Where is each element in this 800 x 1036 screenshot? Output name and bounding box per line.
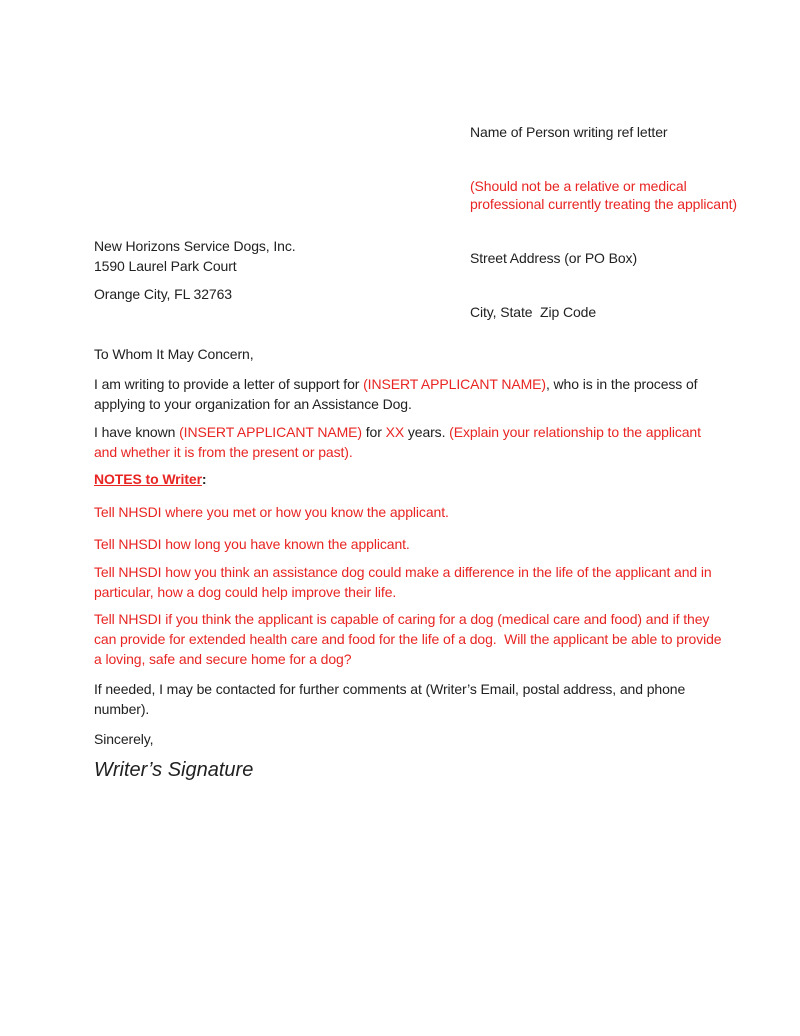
- insert-applicant-name-placeholder: (INSERT APPLICANT NAME): [363, 376, 546, 392]
- notes-heading-label: NOTES to Writer: [94, 471, 202, 487]
- writer-city-line: City, State Zip Code: [470, 304, 597, 320]
- paragraph-known: [94, 422, 722, 462]
- relationship-instruction: (Explain your relationship to the applicant and whether it is from the present or past).: [94, 424, 705, 460]
- note-capable-care: Tell NHSDI if you think the applicant is capable of caring for a dog (medical care and food) and if they can provide for extended health care and food for the life of a dog. Will the applicant be able to provide a loving, safe and secure home for a dog?: [94, 611, 726, 667]
- known-run-3: for: [361, 424, 386, 440]
- salutation: To Whom It May Concern,: [94, 346, 254, 362]
- note-how-long: Tell NHSDI how long you have known the applicant.: [94, 536, 410, 552]
- recipient-street: 1590 Laurel Park Court: [94, 258, 237, 274]
- writer-name-line: Name of Person writing ref letter: [470, 124, 668, 140]
- letter-body: [94, 236, 726, 783]
- writer-signature: Writer’s Signature: [94, 759, 254, 781]
- insert-applicant-name-placeholder: (INSERT APPLICANT NAME): [179, 424, 362, 440]
- support-run-3: , who is in the process of applying to your organization for an Assistance Dog.: [94, 376, 702, 412]
- note-difference: Tell NHSDI how you think an assistance dog could make a difference in the life of the applicant and in particular, how a dog could help improve their life.: [94, 564, 716, 600]
- years-xx-placeholder: XX: [385, 424, 405, 440]
- known-run-5: years.: [404, 424, 450, 440]
- support-run-1: I am writing to provide a letter of support for: [94, 376, 364, 392]
- note-where-met: Tell NHSDI where you met or how you know the applicant.: [94, 504, 449, 520]
- paragraph-contact: If needed, I may be contacted for further comments at (Writer’s Email, postal address, and phone number).: [94, 681, 689, 717]
- notes-heading: [94, 469, 722, 489]
- closing: Sincerely,: [94, 731, 154, 747]
- writer-street-line: Street Address (or PO Box): [470, 250, 638, 266]
- writer-note: (Should not be a relative or medical professional currently treating the applicant): [470, 178, 737, 212]
- notes-heading-colon: :: [201, 471, 207, 487]
- recipient-city: Orange City, FL 32763: [94, 286, 232, 302]
- recipient-name: New Horizons Service Dogs, Inc.: [94, 238, 296, 254]
- paragraph-support: [94, 374, 722, 414]
- known-run-1: I have known: [94, 424, 180, 440]
- recipient-block: [94, 236, 722, 276]
